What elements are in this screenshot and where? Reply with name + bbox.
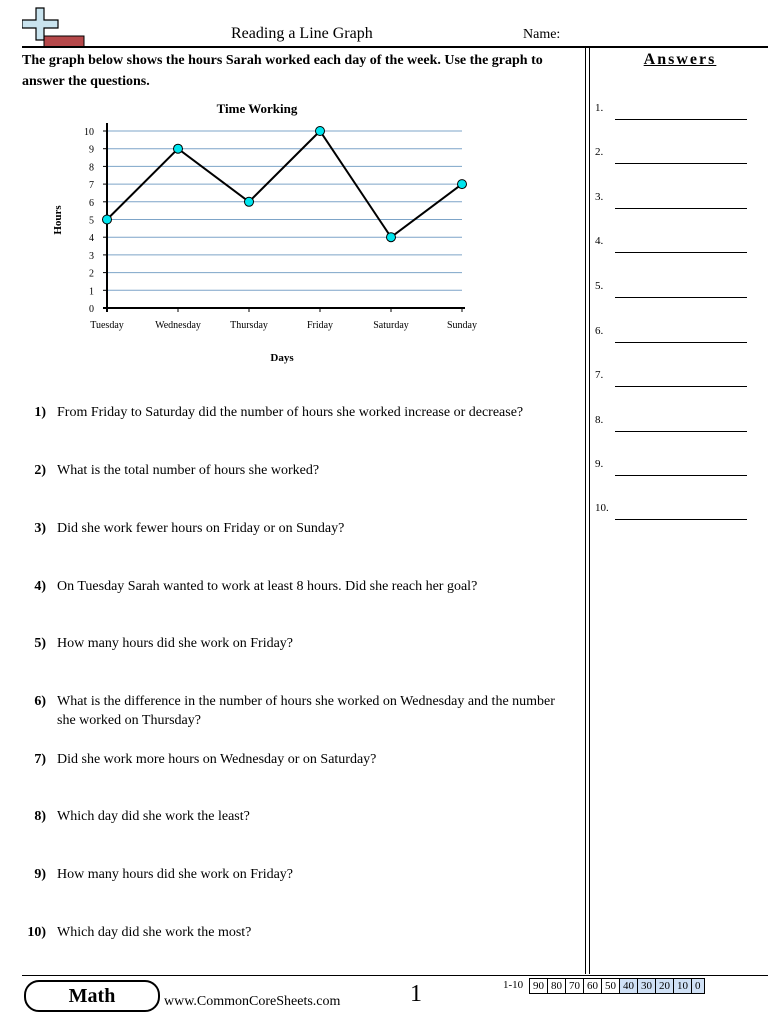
answer-row — [595, 144, 747, 164]
website-text: www.CommonCoreSheets.com — [164, 994, 341, 1009]
question-text: Did she work fewer hours on Friday or on Sunday? — [57, 521, 345, 536]
score-range-label: 1-10 — [503, 979, 524, 991]
answer-blank[interactable] — [615, 297, 747, 298]
answer-blank[interactable] — [615, 475, 747, 476]
score-cell: 30 — [637, 978, 656, 994]
data-point — [103, 215, 112, 224]
x-tick-label: Thursday — [230, 320, 268, 331]
score-strip — [530, 978, 705, 994]
y-tick-label: 5 — [89, 215, 94, 227]
question-text: What is the total number of hours she worked? — [57, 463, 320, 478]
sheet-title: Reading a Line Graph — [231, 25, 373, 42]
answer-blank[interactable] — [615, 163, 747, 164]
answer-number: 10. — [595, 502, 609, 514]
score-cell: 70 — [565, 978, 584, 994]
score-cell: 40 — [619, 978, 638, 994]
x-tick-label: Saturday — [373, 320, 409, 331]
answer-number: 6. — [595, 325, 604, 337]
answer-row — [595, 100, 747, 120]
y-tick-label: 6 — [89, 197, 94, 209]
answer-number: 9. — [595, 458, 604, 470]
question-text: From Friday to Saturday did the number of hours she worked increase or decrease? — [57, 405, 524, 420]
x-axis-label: Days — [270, 352, 294, 364]
score-cell: 10 — [673, 978, 692, 994]
x-tick-label: Wednesday — [155, 320, 201, 331]
page-number: 1 — [410, 981, 422, 1007]
question-text: How many hours did she work on Friday? — [57, 636, 294, 651]
plus-logo-icon — [22, 6, 86, 48]
answers-title — [590, 51, 768, 69]
y-tick-label: 2 — [89, 268, 94, 280]
y-tick-label: 10 — [84, 127, 94, 138]
answer-number: 3. — [595, 191, 604, 203]
y-tick-labels — [84, 127, 94, 315]
answer-number: 4. — [595, 235, 604, 247]
question-number: 8) — [34, 809, 46, 824]
score-cell: 80 — [547, 978, 566, 994]
y-tick-label: 0 — [89, 304, 94, 315]
score-cell: 90 — [529, 978, 548, 994]
answer-row — [595, 189, 747, 209]
x-tick-label: Friday — [306, 320, 334, 331]
question-number: 7) — [34, 752, 46, 767]
data-point — [316, 127, 325, 136]
data-point — [174, 144, 183, 153]
question-number: 1) — [34, 405, 46, 420]
x-tick-label: Tuesday — [90, 320, 124, 331]
answer-row — [595, 233, 747, 253]
score-cell: 0 — [691, 978, 705, 994]
answer-blank[interactable] — [615, 208, 747, 209]
score-cell: 60 — [583, 978, 602, 994]
answers-title-text: Answers — [643, 51, 717, 68]
answer-row — [595, 323, 747, 343]
header-rule — [22, 46, 768, 48]
answer-blank[interactable] — [615, 431, 747, 432]
y-tick-label: 1 — [89, 286, 94, 298]
y-axis-label: Hours — [52, 205, 64, 235]
answer-row — [595, 412, 747, 432]
question-text: What is the difference in the number of hours she worked on Wednesday and the number she worked on Thursday? — [57, 694, 555, 728]
chart-grid — [107, 131, 462, 290]
name-label: Name: — [523, 27, 561, 42]
answer-row — [595, 456, 747, 476]
instructions: The graph below shows the hours Sarah worked each day of the week. Use the graph to answer the questions. — [22, 53, 543, 89]
answer-blank[interactable] — [615, 519, 747, 520]
y-tick-label: 8 — [89, 162, 94, 174]
answer-number: 7. — [595, 369, 604, 381]
answer-blank[interactable] — [615, 342, 747, 343]
chart-axes — [103, 123, 465, 312]
question-text: On Tuesday Sarah wanted to work at least 8 hours. Did she reach her goal? — [57, 579, 478, 594]
data-point — [387, 233, 396, 242]
answer-blank[interactable] — [615, 119, 747, 120]
data-point — [245, 197, 254, 206]
y-tick-label: 7 — [89, 180, 94, 192]
question-number: 2) — [34, 463, 46, 478]
question-number: 9) — [34, 867, 46, 882]
answer-number: 8. — [595, 414, 604, 426]
line-chart — [40, 96, 540, 376]
column-divider — [585, 47, 590, 974]
x-tick-label: Sunday — [447, 320, 477, 331]
math-badge: Math — [24, 980, 160, 1012]
answer-row — [595, 367, 747, 387]
x-tick-labels — [90, 320, 477, 331]
answer-blank[interactable] — [615, 386, 747, 387]
answer-row — [595, 500, 747, 520]
data-point — [458, 180, 467, 189]
question-number: 10) — [27, 925, 46, 940]
y-tick-label: 3 — [89, 250, 94, 262]
question-number: 5) — [34, 636, 46, 651]
answer-number: 2. — [595, 146, 604, 158]
answer-number: 5. — [595, 280, 604, 292]
question-number: 6) — [34, 694, 46, 709]
question-text: Which day did she work the least? — [57, 809, 250, 824]
score-cell: 20 — [655, 978, 674, 994]
answer-blank[interactable] — [615, 252, 747, 253]
answer-row — [595, 278, 747, 298]
chart-title: Time Working — [216, 101, 298, 116]
question-text: Did she work more hours on Wednesday or on Saturday? — [57, 752, 377, 767]
score-cell: 50 — [601, 978, 620, 994]
y-tick-label: 9 — [89, 144, 94, 156]
question-text: How many hours did she work on Friday? — [57, 867, 294, 882]
question-number: 3) — [34, 521, 46, 536]
y-tick-label: 4 — [89, 233, 94, 245]
question-number: 4) — [34, 579, 46, 594]
footer-rule — [22, 975, 768, 976]
answer-number: 1. — [595, 102, 604, 114]
question-text: Which day did she work the most? — [57, 925, 252, 940]
